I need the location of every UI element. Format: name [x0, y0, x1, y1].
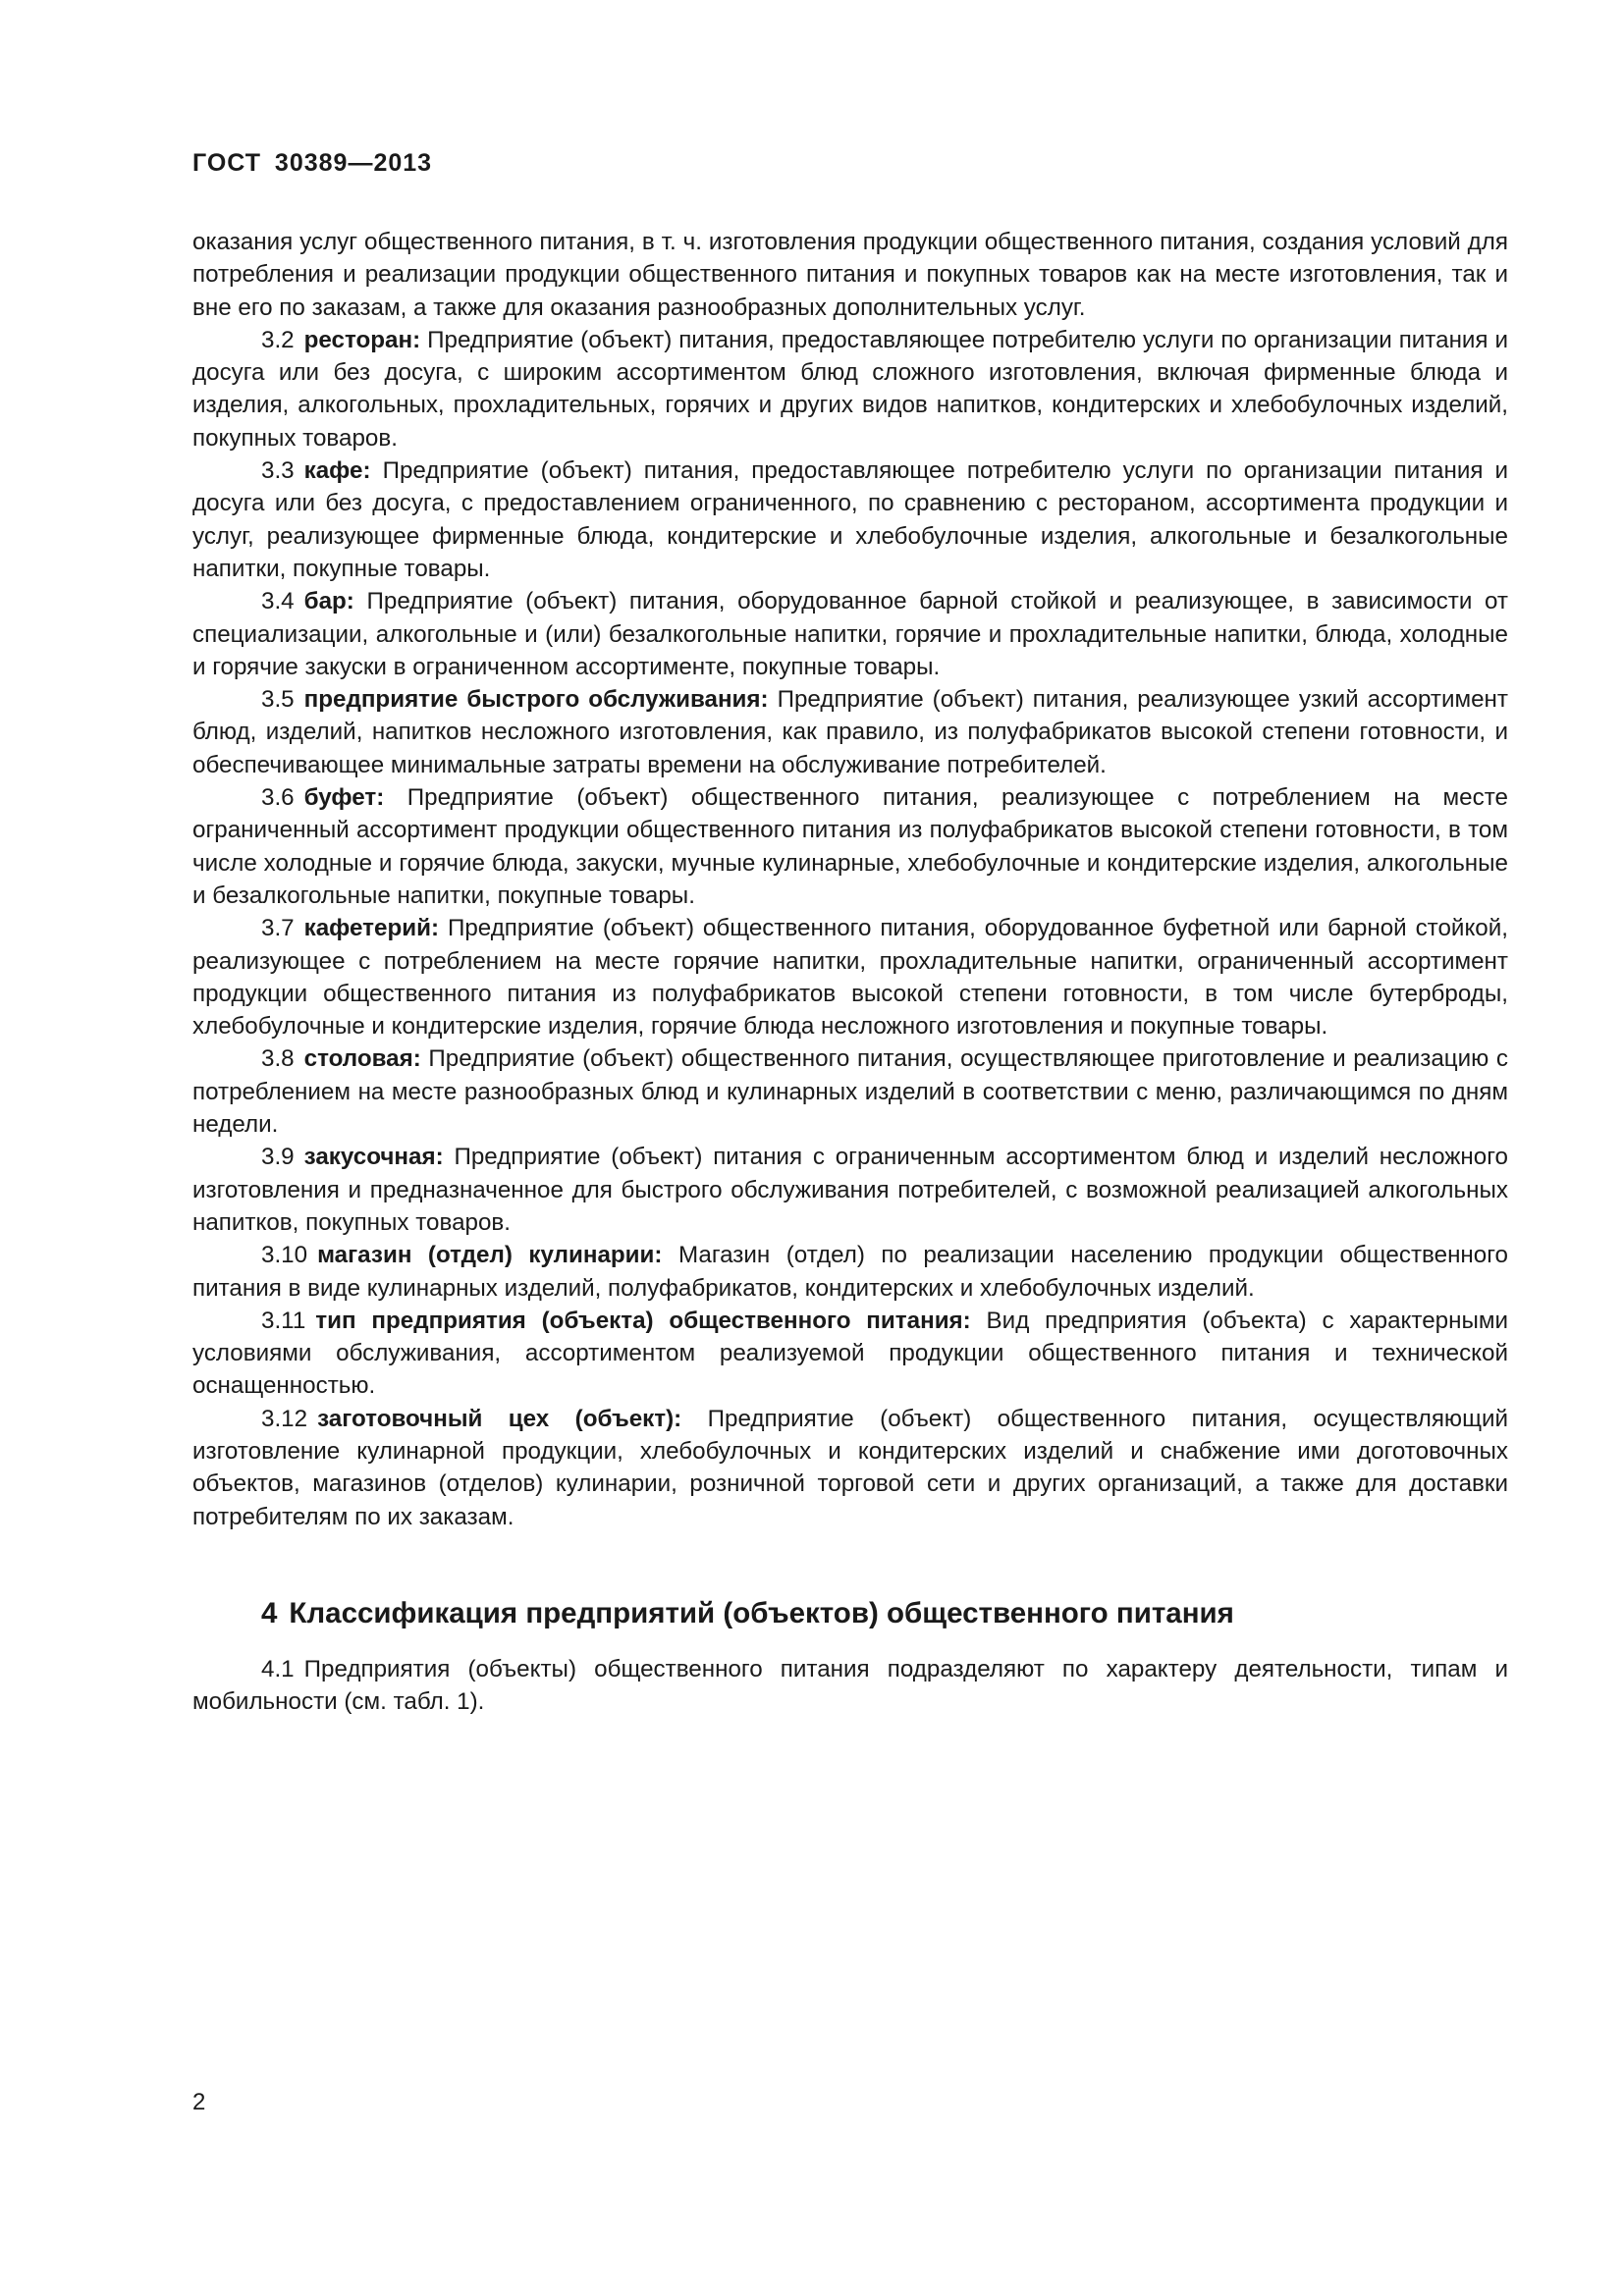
- definition-text: Вид предприятия (объекта) с характерными условиями обслуживания, ассортиментом реализуемой продукции общественного питания и технической оснащенностью.: [192, 1307, 1508, 1400]
- definition-3-10: [192, 1239, 1508, 1305]
- definition-term: магазин (отдел) кулинарии:: [317, 1242, 663, 1269]
- definition-number: 3.5: [261, 686, 295, 714]
- document-header: ГОСТ 30389—2013: [192, 149, 433, 177]
- definition-number: 3.11: [261, 1307, 306, 1334]
- definition-number: 3.10: [261, 1242, 308, 1269]
- page-body: [192, 226, 1508, 1718]
- definition-term: предприятие быстрого обслуживания:: [303, 686, 769, 714]
- definition-number: 3.12: [261, 1405, 308, 1432]
- definition-text: Магазин (отдел) по реализации населению продукции общественного питания в виде кулинарных изделий, полуфабрикатов, кондитерских и хлебобулочных изделий.: [192, 1242, 1508, 1302]
- definition-text: Предприятие (объект) общественного питания, осуществляющий изготовление кулинарной продукции, хлебобулочных и кондитерских изделий и снабжение ими доготовочных объектов, магазинов (отделов) кулинарии, розничной торговой сети и других организаций, а также для доставки потребителям по их заказам.: [192, 1405, 1508, 1530]
- definition-3-2: [192, 324, 1508, 454]
- definition-number: 3.6: [261, 784, 295, 812]
- page-number: 2: [192, 2089, 206, 2115]
- paragraph-4-1: [192, 1653, 1508, 1719]
- definition-number: 3.4: [261, 588, 295, 615]
- definition-term: буфет:: [303, 784, 385, 812]
- definition-number: 3.8: [261, 1045, 295, 1073]
- definition-text: Предприятие (объект) общественного питания, осуществляющее приготовление и реализацию с потреблением на месте разнообразных блюд и кулинарных изделий в соответствии с меню, различающимся по дням недели.: [192, 1045, 1508, 1139]
- definition-3-9: [192, 1141, 1508, 1239]
- definition-text: Предприятие (объект) общественного питания, оборудованное буфетной или барной стойкой, реализующее с потреблением на месте горячие напитки, прохладительные напитки, ограниченный ассортимент продукции общественного питания из полуфабрикатов высокой степени готовности, в том числе бутерброды, хлебобулочные и кондитерские изделия, горячие блюда несложного изготовления и покупные товары.: [192, 915, 1508, 1041]
- definition-term: столовая:: [303, 1045, 421, 1073]
- definition-number: 3.2: [261, 326, 295, 353]
- definition-3-7: [192, 912, 1508, 1042]
- definition-term: кафетерий:: [303, 915, 440, 942]
- definition-term: закусочная:: [303, 1144, 444, 1171]
- definition-text: Предприятие (объект) питания, предоставляющее потребителю услуги по организации питания и досуга или без досуга, с широким ассортиментом блюд сложного изготовления, включая фирменные блюда и изделия, алкогольных, прохладительных, горячих и других видов напитков, кондитерских и хлебобулочных изделий, покупных товаров.: [192, 326, 1508, 452]
- section-title: Классификация предприятий (объектов) общественного питания: [289, 1596, 1234, 1629]
- definition-3-11: [192, 1305, 1508, 1403]
- paragraph-text: Предприятия (объекты) общественного питания подразделяют по характеру деятельности, типам и мобильности (см. табл. 1).: [192, 1655, 1508, 1716]
- definition-number: 3.7: [261, 915, 295, 942]
- definition-term: кафе:: [303, 457, 371, 485]
- definition-3-4: [192, 585, 1508, 683]
- definition-text: Предприятие (объект) общественного питания, реализующее с потреблением на месте ограниченный ассортимент продукции общественного питания из полуфабрикатов высокой степени готовности, в том числе холодные и горячие блюда, закуски, мучные кулинарные, хлебобулочные и кондитерские изделия, алкогольные и безалкогольные напитки, покупные товары.: [192, 784, 1508, 909]
- definition-term: заготовочный цех (объект):: [317, 1405, 682, 1432]
- definition-number: 3.9: [261, 1144, 295, 1171]
- definition-3-12: [192, 1403, 1508, 1533]
- definition-3-5: [192, 683, 1508, 781]
- section-4-heading: [192, 1594, 1508, 1633]
- definition-number: 3.3: [261, 457, 295, 485]
- definition-term: тип предприятия (объекта) общественного питания:: [315, 1307, 971, 1334]
- definition-3-8: [192, 1042, 1508, 1141]
- definition-text: Предприятие (объект) питания, реализующее узкий ассортимент блюд, изделий, напитков несложного изготовления, как правило, из полуфабрикатов высокой степени готовности, и обеспечивающее минимальные затраты времени на обслуживание потребителей.: [192, 686, 1508, 778]
- definition-text: Предприятие (объект) питания с ограниченным ассортиментом блюд и изделий несложного изготовления и предназначенное для быстрого обслуживания потребителей, с возможной реализацией алкогольных напитков, покупных товаров.: [192, 1144, 1508, 1236]
- definition-term: бар:: [303, 588, 354, 615]
- section-number: 4: [261, 1596, 278, 1629]
- definition-text: Предприятие (объект) питания, оборудованное барной стойкой и реализующее, в зависимости от специализации, алкогольные и (или) безалкогольные напитки, горячие и прохладительные напитки, блюда, холодные и горячие закуски в ограниченном ассортименте, покупные товары.: [192, 588, 1508, 680]
- definition-3-6: [192, 781, 1508, 912]
- definition-3-3: [192, 454, 1508, 585]
- definition-text: Предприятие (объект) питания, предоставляющее потребителю услуги по организации питания и досуга или без досуга, с предоставлением ограниченного, по сравнению с рестораном, ассортимента продукции и услуг, реализующее фирменные блюда, кондитерские и хлебобулочные изделия, алкогольные и безалкогольные напитки, покупные товары.: [192, 457, 1508, 582]
- intro-paragraph: оказания услуг общественного питания, в т. ч. изготовления продукции общественного питания, создания условий для потребления и реализации продукции общественного питания и покупных товаров как на месте изготовления, так и вне его по заказам, а также для оказания разнообразных дополнительных услуг.: [192, 229, 1508, 321]
- paragraph-number: 4.1: [261, 1655, 295, 1682]
- definition-term: ресторан:: [303, 326, 421, 353]
